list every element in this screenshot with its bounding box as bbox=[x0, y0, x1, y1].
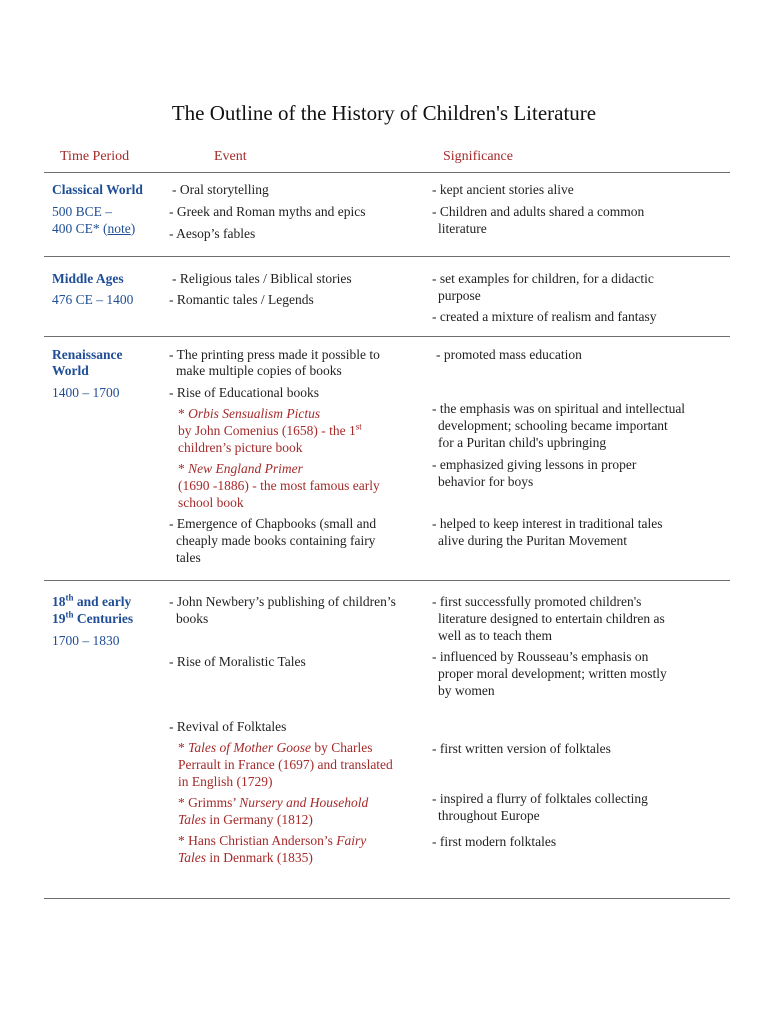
grimm-title1: Nursery and Household bbox=[239, 795, 369, 810]
note-open-paren: ( bbox=[103, 221, 108, 236]
event-educational-books: - Rise of Educational books bbox=[169, 385, 319, 400]
note-close-paren: ) bbox=[130, 221, 136, 236]
event-grimm-line1 bbox=[178, 794, 368, 811]
significance-rousseau-line3: by women bbox=[438, 683, 495, 698]
orbis-author-text: by John Comenius (1658) - the 1 bbox=[178, 423, 356, 438]
event-romantic-tales: - Romantic tales / Legends bbox=[169, 292, 314, 307]
event-religious-tales: - Religious tales / Biblical stories bbox=[172, 271, 352, 286]
event-chapbooks-line1: - Emergence of Chapbooks (small and bbox=[169, 516, 377, 531]
period-centuries: Centuries bbox=[73, 611, 134, 626]
classical-date-end-text: 400 CE* bbox=[52, 221, 100, 236]
period-renaissance-line2: World bbox=[52, 363, 89, 378]
event-mother-goose-line3: in English (1729) bbox=[178, 774, 273, 789]
header-significance: Significance bbox=[443, 149, 513, 164]
event-moralistic-tales: - Rise of Moralistic Tales bbox=[169, 654, 306, 669]
header-time-period: Time Period bbox=[60, 149, 130, 164]
event-orbis-desc: children’s picture book bbox=[178, 440, 303, 455]
significance-behavior-line1: - emphasized giving lessons in proper bbox=[432, 457, 637, 472]
event-revival-folktales: - Revival of Folktales bbox=[169, 719, 287, 734]
event-newbery-line1: - John Newbery’s publishing of children’s bbox=[169, 594, 396, 609]
event-orbis-author bbox=[178, 422, 362, 439]
significance-first-written-folktales: - first written version of folktales bbox=[432, 741, 611, 756]
significance-newbery-line3: well as to teach them bbox=[438, 628, 552, 643]
event-greek-roman-myths: - Greek and Roman myths and epics bbox=[169, 204, 366, 219]
significance-set-examples-line1: - set examples for children, for a didactic bbox=[432, 271, 654, 286]
significance-folktale-collecting-line1: - inspired a flurry of folktales collecting bbox=[432, 791, 648, 806]
period-19: 19 bbox=[52, 611, 66, 626]
primer-star: * bbox=[178, 461, 189, 476]
andersen-location: in Denmark (1835) bbox=[206, 850, 313, 865]
orbis-title-text: Orbis Sensualism Pictus bbox=[188, 406, 321, 421]
significance-shared-literature-line1: - Children and adults shared a common bbox=[432, 204, 645, 219]
event-mother-goose-line2: Perrault in France (1697) and translated bbox=[178, 757, 393, 772]
andersen-title2: Tales bbox=[178, 850, 207, 865]
event-mother-goose-line1 bbox=[178, 739, 373, 756]
period-middle-ages-dates: 476 CE – 1400 bbox=[52, 292, 134, 307]
event-printing-press-line1: - The printing press made it possible to bbox=[169, 347, 380, 362]
page-title: The Outline of the History of Children's Literature bbox=[171, 101, 597, 125]
significance-spiritual-line2: development; schooling became important bbox=[438, 418, 668, 433]
event-aesops-fables: - Aesop’s fables bbox=[169, 226, 256, 241]
event-chapbooks-line3: tales bbox=[176, 550, 201, 565]
grimm-location: in Germany (1812) bbox=[206, 812, 313, 827]
significance-newbery-line2: literature designed to entertain children as bbox=[438, 611, 665, 626]
event-primer-title bbox=[178, 460, 303, 477]
orbis-star: * bbox=[178, 406, 189, 421]
andersen-title1: Fairy bbox=[336, 833, 367, 848]
event-chapbooks-line2: cheaply made books containing fairy bbox=[176, 533, 376, 548]
period-19-sup: th bbox=[65, 609, 74, 620]
event-grimm-line2 bbox=[178, 811, 313, 828]
table-bottom-rule bbox=[44, 898, 730, 899]
event-andersen-line1 bbox=[178, 832, 366, 849]
significance-newbery-line1: - first successfully promoted children's bbox=[432, 594, 642, 609]
period-18th-dates: 1700 – 1830 bbox=[52, 633, 120, 648]
period-18-sup: th bbox=[65, 592, 74, 603]
period-renaissance-line1: Renaissance bbox=[52, 347, 123, 362]
header-divider bbox=[44, 172, 730, 173]
significance-rousseau-line2: proper moral development; written mostly bbox=[438, 666, 667, 681]
event-newbery-line2: books bbox=[176, 611, 209, 626]
period-18th-line1 bbox=[52, 593, 131, 610]
significance-shared-literature-line2: literature bbox=[438, 221, 487, 236]
significance-spiritual-line1: - the emphasis was on spiritual and intellectual bbox=[432, 401, 686, 416]
period-classical-date-start: 500 BCE – bbox=[52, 204, 113, 219]
event-andersen-line2 bbox=[178, 849, 313, 866]
row-divider bbox=[44, 256, 730, 257]
event-printing-press-line2: make multiple copies of books bbox=[176, 363, 342, 378]
period-middle-ages: Middle Ages bbox=[52, 271, 124, 286]
period-18: 18 bbox=[52, 594, 66, 609]
significance-spiritual-line3: for a Puritan child's upbringing bbox=[438, 435, 607, 450]
note-link[interactable]: note bbox=[107, 221, 131, 236]
orbis-sup: st bbox=[355, 421, 362, 432]
andersen-prefix: * Hans Christian Anderson’s bbox=[178, 833, 337, 848]
significance-behavior-line2: behavior for boys bbox=[438, 474, 534, 489]
significance-rousseau-line1: - influenced by Rousseau’s emphasis on bbox=[432, 649, 649, 664]
event-primer-line2: school book bbox=[178, 495, 244, 510]
significance-first-modern-folktales: - first modern folktales bbox=[432, 834, 557, 849]
row-divider bbox=[44, 580, 730, 581]
period-and-early: and early bbox=[73, 594, 132, 609]
primer-title-text: New England Primer bbox=[188, 461, 303, 476]
goose-star: * bbox=[178, 740, 189, 755]
significance-traditional-tales-line2: alive during the Puritan Movement bbox=[438, 533, 627, 548]
period-renaissance-dates: 1400 – 1700 bbox=[52, 385, 120, 400]
header-event: Event bbox=[214, 149, 247, 164]
significance-realism-fantasy: - created a mixture of realism and fantasy bbox=[432, 309, 657, 324]
significance-traditional-tales-line1: - helped to keep interest in traditional tales bbox=[432, 516, 663, 531]
event-primer-line1: (1690 -1886) - the most famous early bbox=[178, 478, 380, 493]
row-divider bbox=[44, 336, 730, 337]
significance-set-examples-line2: purpose bbox=[438, 288, 481, 303]
event-oral-storytelling: - Oral storytelling bbox=[172, 182, 269, 197]
period-18th-line2 bbox=[52, 610, 133, 627]
period-classical-date-end bbox=[52, 220, 135, 237]
grimm-title2: Tales bbox=[178, 812, 207, 827]
grimm-prefix: * Grimms’ bbox=[178, 795, 240, 810]
period-classical-world: Classical World bbox=[52, 182, 143, 197]
goose-by: by Charles bbox=[311, 740, 373, 755]
significance-kept-stories-alive: - kept ancient stories alive bbox=[432, 182, 574, 197]
significance-folktale-collecting-line2: throughout Europe bbox=[438, 808, 540, 823]
goose-title: Tales of Mother Goose bbox=[188, 740, 312, 755]
event-orbis-title bbox=[178, 405, 320, 422]
significance-mass-education: - promoted mass education bbox=[436, 347, 582, 362]
